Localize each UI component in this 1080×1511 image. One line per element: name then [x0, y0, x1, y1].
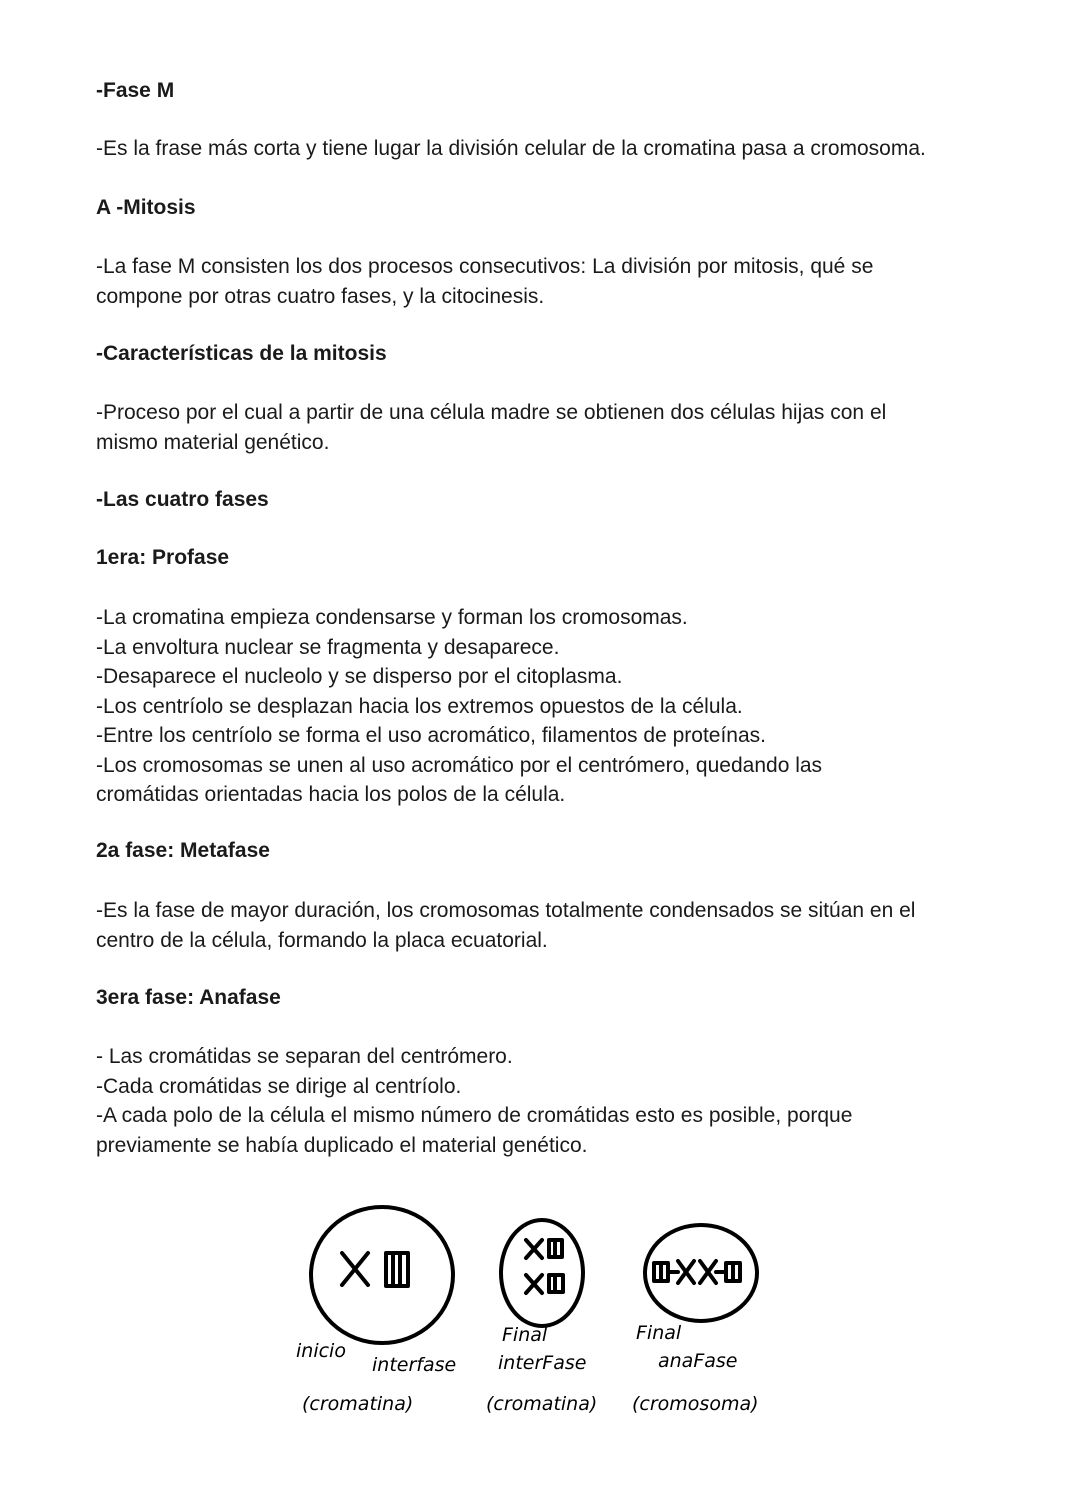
- mitosis-sketch-svg: [280, 1195, 800, 1435]
- profase-line: -Entre los centríolo se forma el uso acromático, filamentos de proteínas.: [96, 724, 766, 747]
- profase-line: -La cromatina empieza condensarse y forman los cromosomas.: [96, 606, 688, 629]
- profase-line: -Los centríolo se desplazan hacia los extremos opuestos de la célula.: [96, 694, 743, 718]
- mitosis-paragraph: [96, 252, 996, 311]
- cell3-label-3: (cromosoma): [632, 1393, 759, 1415]
- cell2-label-2: interFase: [498, 1352, 587, 1374]
- anafase-heading: 3era fase: Anafase: [96, 986, 281, 1009]
- cell3-label-1: Final: [636, 1322, 682, 1344]
- cell2-label-1: Final: [502, 1324, 548, 1346]
- caracteristicas-line-1: -Proceso por el cual a partir de una célula madre se obtienen dos células hijas con el: [96, 401, 887, 424]
- mitosis-heading: A -Mitosis: [96, 196, 196, 219]
- profase-list: [96, 603, 996, 810]
- fase-m-heading: -Fase M: [96, 79, 175, 102]
- cell-interfase-end: [501, 1220, 583, 1326]
- profase-line: cromátidas orientadas hacia los polos de la célula.: [96, 783, 566, 806]
- mitosis-line-2: compone por otras cuatro fases, y la citocinesis.: [96, 284, 545, 308]
- anafase-list: [96, 1042, 996, 1160]
- cell-anafase-end: [645, 1225, 757, 1321]
- fase-m-text: -Es la frase más corta y tiene lugar la división celular de la cromatina pasa a cromosoma.: [96, 137, 926, 160]
- profase-heading: 1era: Profase: [96, 546, 230, 569]
- mitosis-sketch: [280, 1195, 800, 1435]
- metafase-paragraph: [96, 896, 996, 955]
- anafase-line: -A cada polo de la célula el mismo número de cromátidas esto es posible, porque: [96, 1104, 853, 1127]
- metafase-heading: 2a fase: Metafase: [96, 839, 270, 862]
- profase-line: -La envoltura nuclear se fragmenta y desaparece.: [96, 635, 560, 659]
- metafase-line-2: centro de la célula, formando la placa ecuatorial.: [96, 928, 548, 952]
- profase-line: -Los cromosomas se unen al uso acromático por el centrómero, quedando las: [96, 753, 823, 777]
- profase-line: -Desaparece el nucleolo y se disperso por el citoplasma.: [96, 665, 623, 688]
- caracteristicas-line-2: mismo material genético.: [96, 430, 330, 454]
- cell-interfase-start: [311, 1207, 453, 1343]
- cell1-label-2: interfase: [372, 1354, 457, 1376]
- cuatro-fases-heading: -Las cuatro fases: [96, 488, 269, 511]
- caracteristicas-heading: -Características de la mitosis: [96, 342, 387, 365]
- metafase-line-1: -Es la fase de mayor duración, los cromosomas totalmente condensados se sitúan en el: [96, 899, 916, 922]
- anafase-line: - Las cromátidas se separan del centrómero.: [96, 1045, 513, 1068]
- cell3-label-2: anaFase: [658, 1350, 738, 1372]
- cell1-label-3: (cromatina): [302, 1393, 414, 1415]
- caracteristicas-paragraph: [96, 398, 996, 457]
- cell2-label-3: (cromatina): [486, 1393, 598, 1415]
- anafase-line: previamente se había duplicado el material genético.: [96, 1133, 588, 1157]
- cell1-label-1: inicio: [296, 1340, 346, 1362]
- mitosis-line-1: -La fase M consisten los dos procesos consecutivos: La división por mitosis, qué se: [96, 255, 874, 278]
- anafase-line: -Cada cromátidas se dirige al centríolo.: [96, 1074, 462, 1098]
